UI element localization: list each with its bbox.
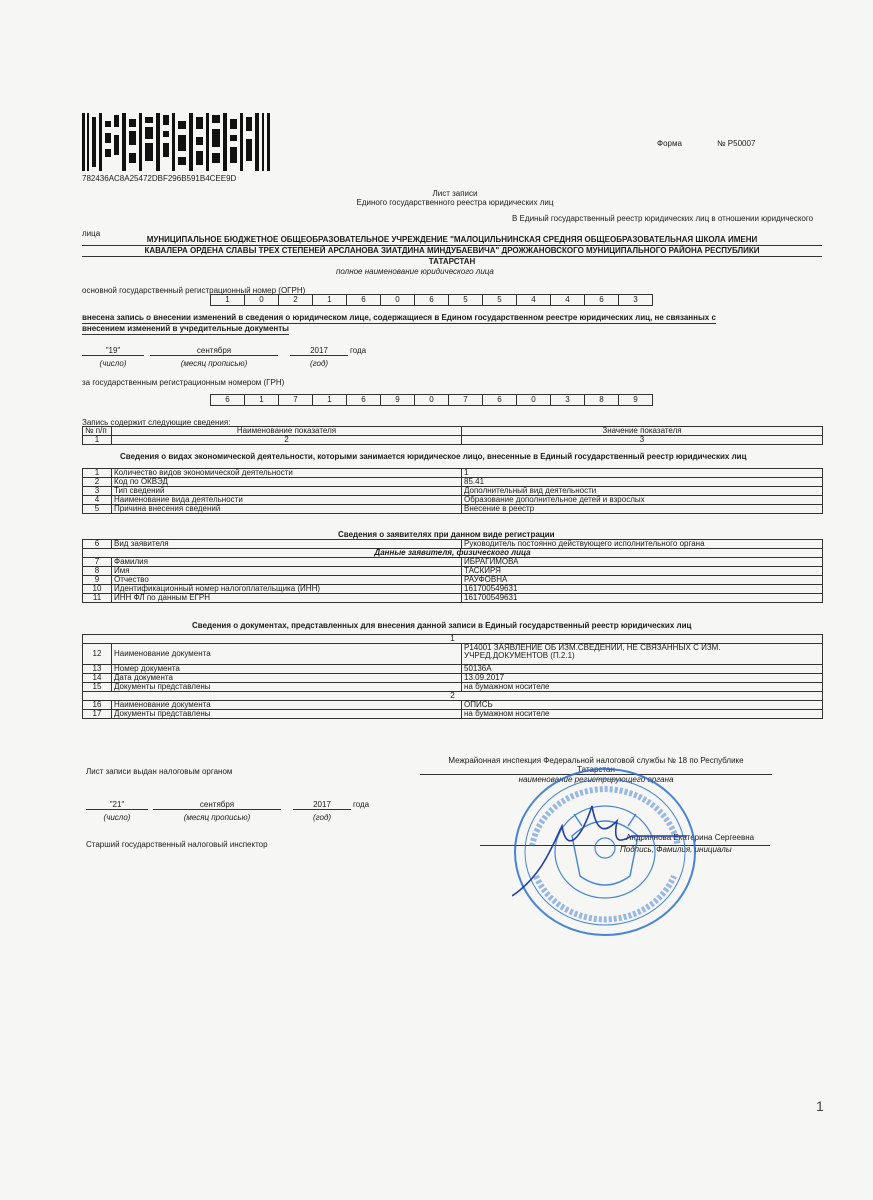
date2-cap-day: (число) <box>103 813 131 822</box>
org-name-caption: полное наименование юридического лица <box>336 267 494 276</box>
authority-line2: Татарстан <box>420 765 772 775</box>
row-value: 50136А <box>462 665 823 674</box>
row-name: Наименование документа <box>112 701 462 710</box>
ogrn-digit: 6 <box>584 294 618 306</box>
section2-table <box>82 539 823 603</box>
row-name: Имя <box>112 567 462 576</box>
ogrn-digit: 4 <box>550 294 584 306</box>
grn-digit: 6 <box>210 394 244 406</box>
grn-digit: 8 <box>584 394 618 406</box>
official-stamp <box>512 766 698 938</box>
row-value: ОПИСЬ <box>462 701 823 710</box>
date2-day: "21" <box>86 800 148 810</box>
row-num: 13 <box>83 665 112 674</box>
row-num: 10 <box>83 585 112 594</box>
header-table <box>82 426 823 445</box>
header-col2: 2 <box>112 436 462 445</box>
org-name-line1: МУНИЦИПАЛЬНОЕ БЮДЖЕТНОЕ ОБЩЕОБРАЗОВАТЕЛЬНОЕ УЧРЕЖДЕНИЕ "МАЛОЦИЛЬНИНСКАЯ СРЕДНЯЯ ОБЩЕОБРАЗОВАТЕЛЬНАЯ ШКОЛА ИМЕНИ <box>82 235 822 246</box>
stamp-seal-image <box>512 766 698 938</box>
authority-caption: наименование регистрирующего органа <box>518 775 674 784</box>
grn-digit: 9 <box>380 394 414 406</box>
ogrn-digit: 0 <box>244 294 278 306</box>
row-value: 161700549631 <box>462 594 823 603</box>
header-col3: 3 <box>462 436 823 445</box>
row-num: 17 <box>83 710 112 719</box>
row-name: Вид заявителя <box>112 540 462 549</box>
row-name: Количество видов экономической деятельности <box>112 469 462 478</box>
row-value: 1 <box>462 469 823 478</box>
row-name: Дата документа <box>112 674 462 683</box>
date1-cap-year: (год) <box>309 359 329 368</box>
org-name <box>82 235 822 267</box>
authority-line1: Межрайонная инспекция Федеральной налоговой службы № 18 по Республике <box>448 756 744 765</box>
header-name: Наименование показателя <box>112 427 462 436</box>
inspector-title: Старший государственный налоговый инспектор <box>86 840 268 849</box>
ogrn-label: основной государственный регистрационный номер (ОГРН) <box>82 286 306 295</box>
org-name-line3: ТАТАРСТАН <box>428 257 476 266</box>
grn-digit: 1 <box>312 394 346 406</box>
row-num: 2 <box>83 478 112 487</box>
grn-digit: 0 <box>516 394 550 406</box>
row-name: Идентификационный номер налогоплательщика (ИНН) <box>112 585 462 594</box>
section1-title: Сведения о видах экономической деятельности, которыми занимается юридическое лицо, внесенные в Единый государственный реестр юридических лиц <box>120 452 747 461</box>
date1-month: сентября <box>150 346 278 356</box>
row-value: Образование дополнительное детей и взрослых <box>462 496 823 505</box>
barcode-image <box>82 113 272 171</box>
table-row <box>83 558 823 567</box>
grn-digit: 3 <box>550 394 584 406</box>
table-row <box>83 594 823 603</box>
grn-digit: 6 <box>482 394 516 406</box>
row-num: 9 <box>83 576 112 585</box>
table-row <box>83 505 823 514</box>
row-name: ИНН ФЛ по данным ЕГРН <box>112 594 462 603</box>
grn-boxes <box>210 394 653 406</box>
table-row <box>83 710 823 719</box>
doc-title-line2: Единого государственного реестра юридических лиц <box>356 198 554 207</box>
row-name: Фамилия <box>112 558 462 567</box>
ogrn-digit: 3 <box>618 294 653 306</box>
row-name: Номер документа <box>112 665 462 674</box>
date2-year: 2017 <box>293 800 351 810</box>
inspector-name: Андриянова Екатерина Сергеевна <box>626 833 755 842</box>
row-value-line1: Р14001 ЗАЯВЛЕНИЕ ОБ ИЗМ.СВЕДЕНИИ, НЕ СВЯЗАННЫХ С ИЗМ. <box>464 643 721 652</box>
row-value <box>462 644 823 665</box>
entry-line2: внесением изменений в учредительные документы <box>82 324 289 333</box>
date1-cap-month: (месяц прописью) <box>180 359 248 368</box>
grn-digit: 0 <box>414 394 448 406</box>
row-num: 15 <box>83 683 112 692</box>
section3-table <box>82 634 823 719</box>
doc-title-line1: Лист записи <box>432 189 478 198</box>
row-value: Руководитель постоянно действующего исполнительного органа <box>462 540 823 549</box>
table-row <box>83 665 823 674</box>
row-name: Документы представлены <box>112 683 462 692</box>
row-value: 161700549631 <box>462 585 823 594</box>
ogrn-digit: 5 <box>448 294 482 306</box>
row-value: ИБРАГИМОВА <box>462 558 823 567</box>
grn-digit: 7 <box>278 394 312 406</box>
table-row <box>83 567 823 576</box>
inspector-caption: Подпись, Фамилия, инициалы <box>620 845 732 854</box>
row-num: 6 <box>83 540 112 549</box>
row-num: 5 <box>83 505 112 514</box>
row-num: 14 <box>83 674 112 683</box>
date1-day: "19" <box>82 346 144 356</box>
row-value: Внесение в реестр <box>462 505 823 514</box>
row-num: 11 <box>83 594 112 603</box>
header-value: Значение показателя <box>462 427 823 436</box>
section2-subtitle: Данные заявителя, физического лица <box>83 549 823 558</box>
row-name: Тип сведений <box>112 487 462 496</box>
row-num: 12 <box>83 644 112 665</box>
table-row <box>83 469 823 478</box>
table-row <box>83 478 823 487</box>
header-col1: 1 <box>83 436 112 445</box>
grn-digit: 7 <box>448 394 482 406</box>
ogrn-digit: 2 <box>278 294 312 306</box>
row-value: Дополнительный вид деятельности <box>462 487 823 496</box>
intro-line1: В Единый государственный реестр юридических лиц в отношении юридического <box>512 214 814 223</box>
contains-label: Запись содержит следующие сведения: <box>82 418 231 427</box>
row-num: 3 <box>83 487 112 496</box>
row-value: РАУФОВНА <box>462 576 823 585</box>
ogrn-digit: 1 <box>210 294 244 306</box>
row-num: 8 <box>83 567 112 576</box>
ogrn-digit: 0 <box>380 294 414 306</box>
grn-digit: 9 <box>618 394 653 406</box>
date2-year-suffix: года <box>353 800 370 809</box>
row-num: 4 <box>83 496 112 505</box>
page-number: 1 <box>816 1098 824 1114</box>
intro-line2: лица <box>82 229 101 238</box>
row-num: 16 <box>83 701 112 710</box>
barcode <box>82 113 272 171</box>
section1-table <box>82 468 823 514</box>
form-number: № Р50007 <box>717 139 756 148</box>
row-value: ТАСКИРЯ <box>462 567 823 576</box>
date2-cap-month: (месяц прописью) <box>183 813 251 822</box>
doc-group-2: 2 <box>83 692 823 701</box>
row-value-line2: УЧРЕД.ДОКУМЕНТОВ (П.2.1) <box>464 651 575 660</box>
row-value: 13.09.2017 <box>462 674 823 683</box>
row-name: Отчество <box>112 576 462 585</box>
row-name: Наименование вида деятельности <box>112 496 462 505</box>
date2-cap-year: (год) <box>312 813 332 822</box>
issued-by: Лист записи выдан налоговым органом <box>86 767 233 776</box>
date1-year-suffix: года <box>350 346 367 355</box>
row-name: Код по ОКВЭД <box>112 478 462 487</box>
doc-group-1: 1 <box>83 635 823 644</box>
section2-title: Сведения о заявителях при данном виде регистрации <box>338 530 555 539</box>
form-label: Форма <box>657 139 682 148</box>
barcode-text: 782436AC8A25472DBF296B591B4CEE9D <box>82 174 237 183</box>
ogrn-boxes <box>210 294 653 306</box>
ogrn-digit: 6 <box>346 294 380 306</box>
org-name-line2: КАВАЛЕРА ОРДЕНА СЛАВЫ ТРЕХ СТЕПЕНЕЙ АРСЛАНОВА ЗИАТДИНА МИНДУБАЕВИЧА" ДРОЖЖАНОВСКОГО МУНИЦИПАЛЬНОГО РАЙОНА РЕСПУБЛИКИ <box>82 246 822 257</box>
ogrn-digit: 1 <box>312 294 346 306</box>
entry-line1: внесена запись о внесении изменений в сведения о юридическом лице, содержащиеся в Едином государственном реестре юридических лиц, не связанных с <box>82 313 716 322</box>
row-value: на бумажном носителе <box>462 683 823 692</box>
grn-digit: 1 <box>244 394 278 406</box>
row-num: 7 <box>83 558 112 567</box>
row-value: на бумажном носителе <box>462 710 823 719</box>
row-num: 1 <box>83 469 112 478</box>
header-num: № п/п <box>83 427 112 436</box>
row-name: Причина внесения сведений <box>112 505 462 514</box>
grn-digit: 6 <box>346 394 380 406</box>
ogrn-digit: 6 <box>414 294 448 306</box>
row-name: Документы представлены <box>112 710 462 719</box>
date1-year: 2017 <box>290 346 348 356</box>
ogrn-digit: 5 <box>482 294 516 306</box>
row-value: 85.41 <box>462 478 823 487</box>
row-name: Наименование документа <box>112 644 462 665</box>
grn-label: за государственным регистрационным номером (ГРН) <box>82 378 285 387</box>
doc-title <box>260 189 650 207</box>
section3-title: Сведения о документах, представленных для внесения данной записи в Единый государственный реестр юридических лиц <box>192 621 692 630</box>
date1-cap-day: (число) <box>99 359 127 368</box>
table-row <box>83 644 823 665</box>
ogrn-digit: 4 <box>516 294 550 306</box>
date2-month: сентября <box>153 800 281 810</box>
entry-text <box>82 313 716 335</box>
